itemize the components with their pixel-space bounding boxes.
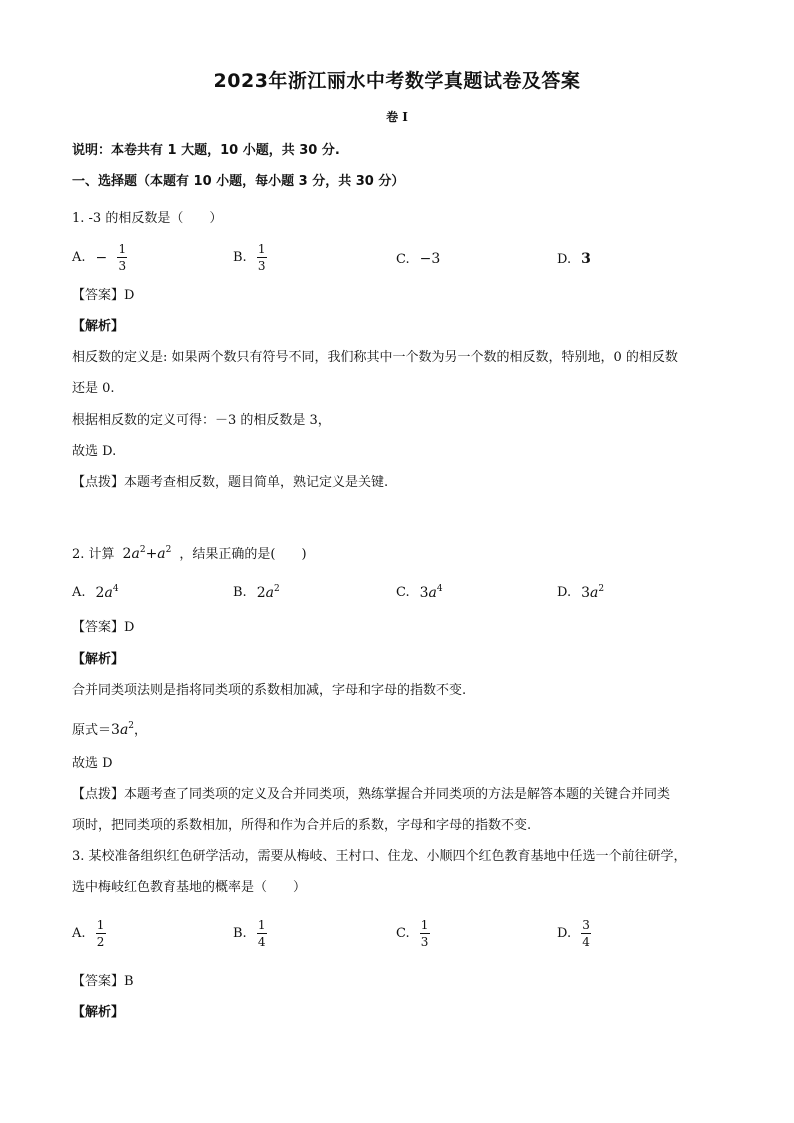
option-label: A.: [72, 926, 86, 941]
option-label: B.: [233, 926, 247, 941]
numerator: 1: [257, 242, 266, 256]
q3-option-c: [396, 918, 430, 949]
numerator: 1: [257, 918, 266, 932]
denominator: 4: [582, 935, 590, 949]
fraction: [96, 918, 106, 949]
fraction-bar: [257, 933, 267, 934]
page-title: 2023年浙江丽水中考数学真题试卷及答案: [213, 70, 581, 92]
q2-exp2-suffix: ，: [134, 723, 148, 738]
q1-explanation-line: 根据相反数的定义可得：－3 的相反数是 3，: [72, 413, 331, 428]
fraction: [420, 918, 430, 949]
q1-option-b: [233, 242, 267, 273]
option-label: B.: [233, 250, 247, 265]
denominator: 3: [257, 259, 266, 273]
option-label: A.: [72, 250, 86, 265]
option-value: 3: [581, 251, 591, 267]
fraction-bar: [117, 257, 127, 258]
option-label: D.: [557, 251, 572, 267]
option-label: A.: [72, 585, 86, 600]
q1-answer: 【答案】D: [72, 288, 135, 303]
q1-option-a: [72, 242, 127, 273]
fraction-bar: [581, 933, 591, 934]
q1-stem: 1. -3 的相反数是（ ）: [72, 211, 223, 226]
q2-option-a: [72, 584, 119, 601]
q2-exp2-prefix: 原式＝: [72, 723, 112, 738]
option-label: D.: [557, 926, 572, 941]
q2-expression: $2a^2+a^2$: [122, 545, 172, 562]
q2-option-c: [396, 584, 443, 601]
fraction: [257, 918, 267, 949]
option-label: B.: [233, 585, 247, 600]
option-value: $2a^2$: [256, 584, 280, 601]
q1-explanation-line: 相反数的定义是: 如果两个数只有符号不同，我们称其中一个数为另一个数的相反数，特别地，0 的相反数: [72, 350, 678, 365]
denominator: 3: [118, 259, 127, 273]
option-sign: −: [95, 249, 108, 266]
q3-stem-line: 选中梅岐红色教育基地的概率是（ ）: [72, 880, 307, 895]
q1-explanation-line: 故选 D.: [72, 444, 117, 459]
q2-option-d: [557, 584, 604, 601]
fraction: [117, 242, 127, 273]
section-heading: 一、选择题（本题有 10 小题，每小题 3 分，共 30 分）: [72, 174, 405, 189]
numerator: 1: [420, 918, 429, 932]
option-label: C.: [396, 251, 410, 267]
volume-label: 卷 I: [386, 110, 408, 124]
fraction-bar: [96, 933, 106, 934]
q2-stem-suffix: ，结果正确的是( ): [179, 547, 307, 562]
q1-tip: 【点拨】本题考查相反数，题目简单，熟记定义是关键.: [72, 475, 389, 490]
fraction-bar: [420, 933, 430, 934]
option-value: $2a^4$: [95, 584, 119, 601]
q2-tip-line: 项时，把同类项的系数相加，所得和作为合并后的系数，字母和字母的指数不变.: [72, 818, 532, 833]
q1-explanation-line: 还是 0.: [72, 381, 115, 396]
q2-stem: [72, 542, 307, 563]
denominator: 4: [257, 935, 266, 949]
fraction-bar: [257, 257, 267, 258]
q1-option-c: [396, 251, 440, 267]
q3-stem-line: 3. 某校准备组织红色研学活动，需要从梅岐、王村口、住龙、小顺四个红色教育基地中任选一个前往研学，: [72, 849, 687, 864]
fraction: [257, 242, 267, 273]
q3-option-d: [557, 918, 591, 949]
q2-explanation-line: [72, 718, 147, 739]
q2-result-expression: $3a^2$: [111, 721, 135, 738]
numerator: 1: [96, 918, 105, 932]
q2-explanation-line: 故选 D: [72, 756, 113, 771]
fraction: [581, 918, 591, 949]
denominator: 2: [96, 935, 105, 949]
option-value: $3a^4$: [419, 584, 443, 601]
option-value: $3a^2$: [581, 584, 605, 601]
q2-stem-prefix: 2. 计算: [72, 547, 115, 562]
q1-analysis-label: 【解析】: [72, 319, 125, 334]
option-label: C.: [396, 926, 410, 941]
q3-answer: 【答案】B: [72, 974, 134, 989]
note-text: 说明：本卷共有 1 大题，10 小题，共 30 分.: [72, 143, 340, 158]
q3-analysis-label: 【解析】: [72, 1005, 125, 1020]
option-label: D.: [557, 585, 572, 600]
option-value: −3: [419, 251, 441, 267]
q2-tip-line: 【点拨】本题考查了同类项的定义及合并同类项，熟练掌握合并同类项的方法是解答本题的关键合并同类: [72, 787, 671, 802]
q2-answer: 【答案】D: [72, 620, 135, 635]
q3-option-b: [233, 918, 267, 949]
numerator: 3: [582, 918, 590, 932]
option-label: C.: [396, 585, 410, 600]
q2-explanation-line: 合并同类项法则是指将同类项的系数相加减，字母和字母的指数不变.: [72, 683, 467, 698]
q2-option-b: [233, 584, 280, 601]
denominator: 3: [420, 935, 429, 949]
numerator: 1: [118, 242, 127, 256]
q3-option-a: [72, 918, 106, 949]
q1-option-d: [557, 251, 591, 267]
q2-analysis-label: 【解析】: [72, 652, 125, 667]
